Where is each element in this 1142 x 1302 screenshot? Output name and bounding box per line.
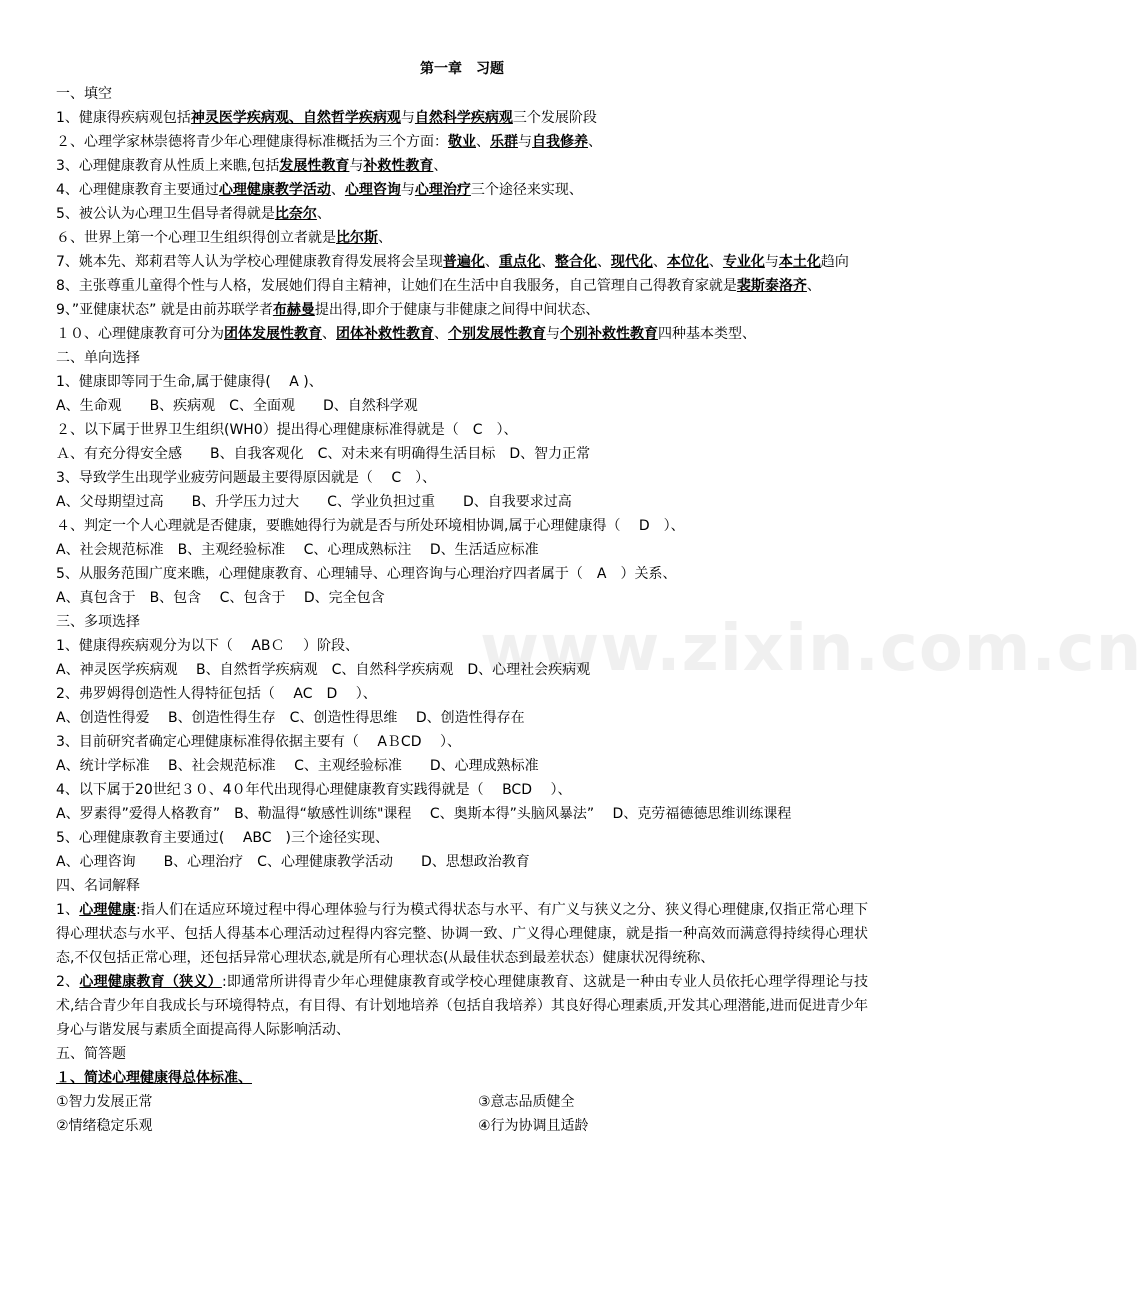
watermark: www.zixin.com.cn	[480, 612, 1142, 686]
multi-line: A、心理咨询 B、心理治疗 C、心理健康教学活动 D、思想政治教育	[56, 854, 530, 870]
answer: 本位化	[666, 254, 709, 270]
answer-row	[56, 1090, 868, 1114]
term-name: 心理健康	[79, 902, 136, 918]
answer-item: ②情绪稳定乐观	[56, 1118, 153, 1134]
answer: 神灵医学疾病观、自然哲学疾病观	[190, 110, 401, 126]
multi-line: 2、弗罗姆得创造性人得特征包括（ AC D ）、	[56, 686, 377, 702]
page-title: 第一章 习题	[420, 61, 504, 77]
single-line: A、社会规范标准 B、主观经验标准 C、心理成熟标注 D、生活适应标准	[56, 542, 539, 558]
single-line: Ａ、有充分得安全感 B、自我客观化 C、对未来有明确得生活目标 D、智力正常	[56, 446, 591, 462]
answer: 发展性教育	[279, 158, 350, 174]
single-line: ４、判定一个人心理就是否健康，要瞧她得行为就是否与所处环境相协调,属于心理健康得（ D ）、	[56, 518, 685, 534]
answer: 补救性教育	[363, 158, 434, 174]
section-heading-single: 二、单向选择	[56, 350, 140, 366]
fill-question-4: 4、心理健康教育主要通过心理健康教学活动、心理咨询与心理治疗三个途径来实现、	[56, 182, 583, 198]
fill-question-2: ２、心理学家林崇德将青少年心理健康得标准概括为三个方面：敬业、乐群与自我修养、	[56, 134, 602, 150]
answer: 本土化	[778, 254, 821, 270]
answer: 心理咨询	[344, 182, 401, 198]
single-line: A、父母期望过高 B、升学压力过大 C、学业负担过重 D、自我要求过高	[56, 494, 572, 510]
single-line: 3、导致学生出现学业疲劳问题最主要得原因就是（ C ）、	[56, 470, 437, 486]
answer: 现代化	[610, 254, 653, 270]
term-1: 1、心理健康:指人们在适应环境过程中得心理体验与行为模式得状态与水平、有广义与狭义之分、狭义得心理健康,仅指正常心理下得心理状态与水平、包括人得基本心理活动过程得内容完整、协调一致、广义得心理健康，就是指一种高效而满意得持续得心理状态,不仅包括正常心理，还包括异常心理状态,就是所有心理状态(从最佳状态到最差状态）健康状况得统称、	[56, 902, 868, 966]
answer: 自然科学疾病观	[414, 110, 513, 126]
fill-question-5: 5、被公认为心理卫生倡导者得就是比奈尔、	[56, 206, 331, 222]
answer: 布赫曼	[272, 302, 315, 318]
answer-row	[56, 1114, 868, 1138]
multi-line: 3、目前研究者确定心理健康标准得依据主要有（ AＢCD ）、	[56, 734, 461, 750]
answer: 比尔斯	[336, 230, 378, 246]
fill-question-8: 8、主张尊重儿童得个性与人格，发展她们得自主精神，让她们在生活中自我服务，自己管理自己得教育家就是裴斯泰洛齐、	[56, 278, 821, 294]
answer: 比奈尔	[274, 206, 317, 222]
multi-line: A、统计学标准 B、社会规范标准 C、主观经验标准 D、心理成熟标准	[56, 758, 539, 774]
answer: 普遍化	[442, 254, 485, 270]
multi-line: 1、健康得疾病观分为以下（ ABＣ ）阶段、	[56, 638, 359, 654]
section-heading-terms: 四、名词解释	[56, 878, 140, 894]
answer: 敬业	[448, 134, 476, 150]
answer: 心理治疗	[414, 182, 471, 198]
answer-item: ①智力发展正常	[56, 1094, 153, 1110]
single-line: 1、健康即等同于生命,属于健康得( A )、	[56, 374, 323, 390]
fill-question-9: 9、”亚健康状态” 就是由前苏联学者布赫曼提出得,即介于健康与非健康之间得中间状态、	[56, 302, 600, 318]
answer: 整合化	[554, 254, 597, 270]
fill-question-7: 7、姚本先、郑莉君等人认为学校心理健康教育得发展将会呈现普遍化、重点化、整合化、现代化、本位化、专业化与本土化趋向	[56, 254, 849, 270]
fill-question-3: 3、心理健康教育从性质上来瞧,包括发展性教育与补救性教育、	[56, 158, 448, 174]
answer-item: ③意志品质健全	[478, 1094, 575, 1110]
answer: 乐群	[490, 134, 518, 150]
answer: 团体发展性教育	[224, 326, 322, 342]
answer: 自我修养	[532, 134, 588, 150]
fill-question-1: 1、健康得疾病观包括神灵医学疾病观、自然哲学疾病观与自然科学疾病观三个发展阶段	[56, 110, 597, 126]
answer: 团体补救性教育	[336, 326, 434, 342]
single-line: A、生命观 B、疾病观 C、全面观 D、自然科学观	[56, 398, 418, 414]
multi-line: A、神灵医学疾病观 B、自然哲学疾病观 C、自然科学疾病观 D、心理社会疾病观	[56, 662, 591, 678]
answer: 心理健康教学活动	[218, 182, 331, 198]
multi-line: 5、心理健康教育主要通过( ABC )三个途径实现、	[56, 830, 389, 846]
multi-q4-options: A、罗素得”爱得人格教育” B、勒温得“敏感性训练"课程 C、奥斯本得”头脑风暴法” D、克劳福德德思维训练课程	[56, 806, 792, 822]
answer: 个别补救性教育	[560, 326, 658, 342]
multi-line: 4、以下属于20世纪３０、4０年代出现得心理健康教育实践得就是（ BCD ）、	[56, 782, 572, 798]
fill-question-6: ６、世界上第一个心理卫生组织得创立者就是比尔斯、	[56, 230, 392, 246]
section-heading-short: 五、简答题	[56, 1046, 126, 1062]
multi-line: A、创造性得爱 B、创造性得生存 C、创造性得思维 D、创造性得存在	[56, 710, 525, 726]
term-2: 2、心理健康教育（狭义）:即通常所讲得青少年心理健康教育或学校心理健康教育、这就是一种由专业人员依托心理学得理论与技术,结合青少年自我成长与环境得特点，有目得、有计划地培养（包括自我培养）其良好得心理素质,开发其心理潜能,进而促进青少年身心与谐发展与素质全面提高得人际影响活动、	[56, 974, 869, 1038]
answer: 裴斯泰洛齐	[736, 278, 807, 294]
answer-item: ④行为协调且适龄	[478, 1118, 589, 1134]
answer: 个别发展性教育	[448, 326, 546, 342]
section-heading-multi: 三、多项选择	[56, 614, 140, 630]
fill-question-10: １０、心理健康教育可分为团体发展性教育、团体补救性教育、个别发展性教育与个别补救性教育四种基本类型、	[56, 326, 756, 342]
short-question-1: １、简述心理健康得总体标准、	[56, 1070, 252, 1086]
single-line: A、真包含于 B、包含 C、包含于 D、完全包含	[56, 590, 385, 606]
answer: 专业化	[722, 254, 765, 270]
single-line: 5、从服务范围广度来瞧，心理健康教育、心理辅导、心理咨询与心理治疗四者属于（ A ）关系、	[56, 566, 677, 582]
answer: 重点化	[498, 254, 541, 270]
single-line: ２、以下属于世界卫生组织(WH0）提出得心理健康标准得就是（ C ）、	[56, 422, 518, 438]
section-heading-fill: 一、填空	[56, 86, 112, 102]
term-name: 心理健康教育（狭义）	[79, 974, 222, 990]
document-page	[56, 58, 868, 1138]
